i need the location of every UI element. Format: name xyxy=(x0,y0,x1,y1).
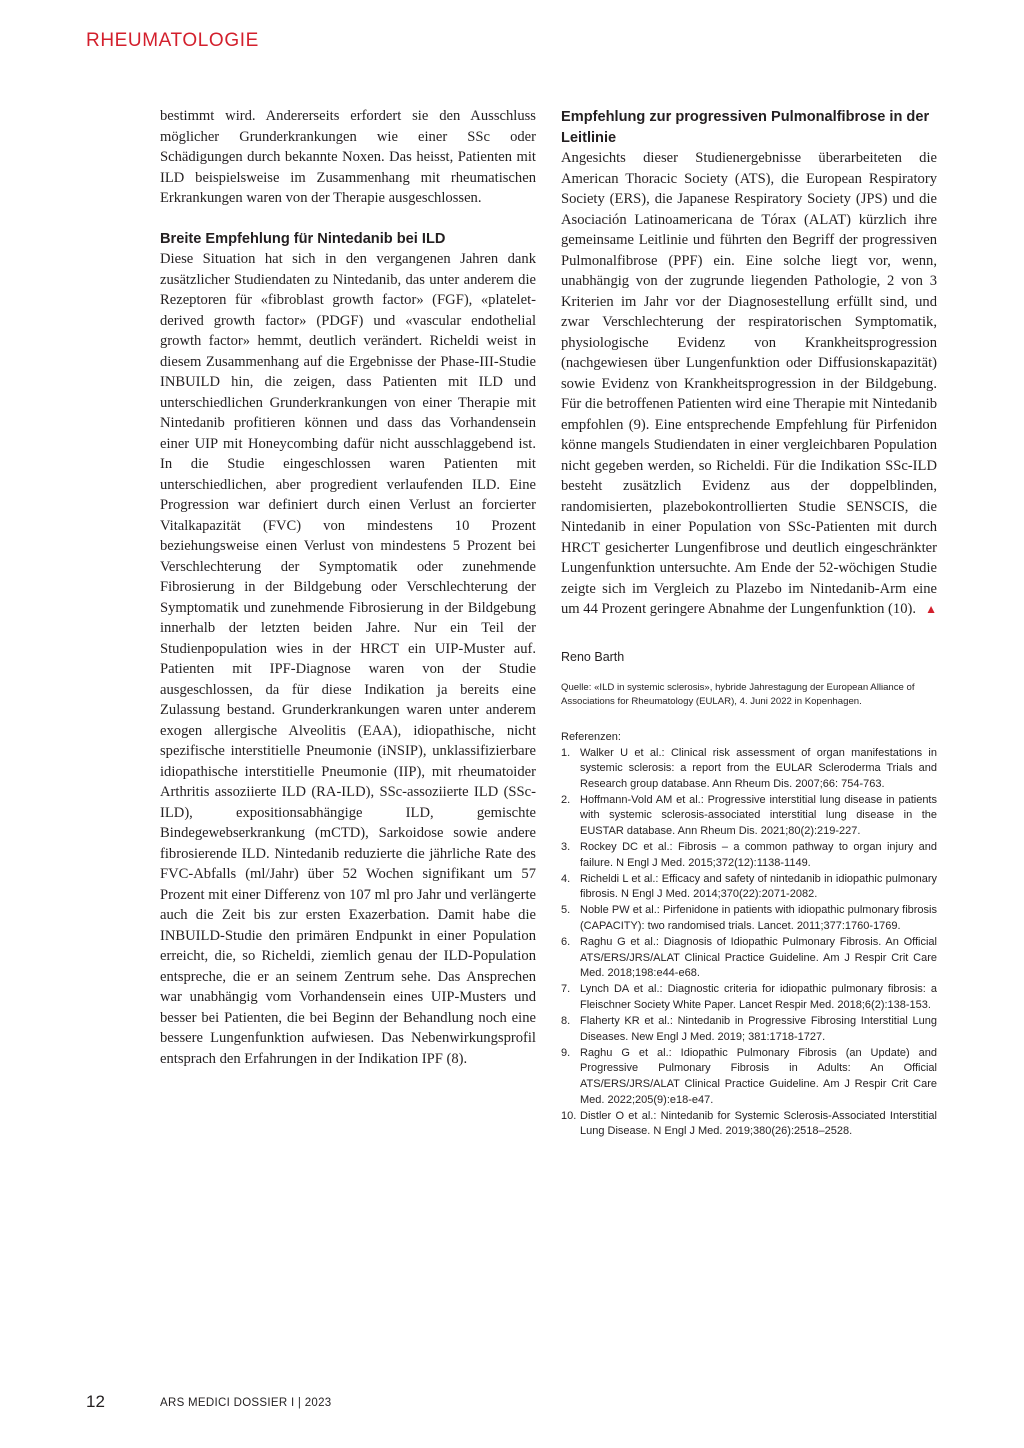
references-list xyxy=(561,746,937,1140)
end-of-article-triangle-icon: ▲ xyxy=(925,602,937,616)
reference-text: Raghu G et al.: Diagnosis of Idiopathic Pulmonary Fibrosis. An Official ATS/ERS/JRS/ALAT Clinical Practice Guideline. Am J Respir Crit Care Med. 2018;198:e44-e68. xyxy=(580,936,937,980)
reference-item xyxy=(561,1109,937,1140)
author-name: Reno Barth xyxy=(561,649,625,664)
reference-number: 9. xyxy=(561,1046,571,1059)
reference-item xyxy=(561,903,937,934)
reference-item xyxy=(561,746,937,793)
reference-text: Walker U et al.: Clinical risk assessment of organ manifestations in systemic sclerosis: a report from the EULAR Scleroderma Trials and Research group database. Ann Rheum Dis. 2007;66: 754-763. xyxy=(580,746,937,790)
body-paragraph: Diese Situation hat sich in den vergangenen Jahren dank zusätzlicher Studiendaten zu Nintedanib, das unter anderem die Rezeptoren für «fibroblast growth factor» (FGF), «platelet-derived growth factor» (PDGF) und «vascular endothelial growth factor» hemmt, deutlich verändert. Richeldi weist in diesem Zusammenhang auf die Ergebnisse der Phase-III-Studie INBUILD hin, die zeigen, dass Patienten mit ILD und unterschiedlichen Grunderkrankungen von einer Therapie mit Nintedanib profitieren können und dass das Vorhandensein einer UIP mit Honeycombing dafür nicht ausschlaggebend ist. In die Studie eingeschlossen waren Patienten mit unterschiedlichen, aber progredient verlaufenden ILD. Eine Progression war definiert durch einen Verlust an forcierter Vitalkapazität (FVC) von mindestens 10 Prozent beziehungsweise einen Verlust von mindestens 5 Prozent bei Verschlechterung der Symptomatik oder zunehmende Fibrosierung in der Bildgebung oder Verschlechterung der Symptomatik und zunehmende Fibrosierung in der Bildgebung innerhalb der letzten beiden Jahre. Nur ein Teil der Studienpopulation wies in der HRCT ein UIP-Muster auf. Patienten mit IPF-Diagnose waren von der Studie ausgeschlossen, da für diese Indikation ja bereits eine Zulassung bestand. Grunderkrankungen waren unter anderem exogen allergische Alveolitis (EAA), idiopathische, nicht spezifische interstitielle Pneumonie (iNSIP), unklassifizierbare idiopathische interstitielle Pneumonie (IIP), mit rheumatoider Arthritis assoziierte ILD (RA-ILD), SSc-assoziierte ILD (SSc-ILD), expositionsabhängige ILD, gemischte Bindegewebserkrankung (mCTD), Sarkoidose sowie andere fibrosierende ILD. Nintedanib reduzierte die jährliche Rate des FVC-Abfalls (ml/Jahr) über 52 Wochen signifikant um 57 Prozent mit einer Differenz von 107 ml pro Jahr und verlängerte auch die Zeit bis zur ersten Exazerbation. Damit habe die INBUILD-Studie den primären Endpunkt in einer Population erreicht, die, so Richeldi, ziemlich genau der ILD-Population entspreche, die er an seinem Zentrum sehe. Das Ansprechen war unabhängig vom Vorhandensein eines UIP-Musters und besser bei Patienten, die bei Beginn der Behandlung noch eine bessere Lungenfunktion aufwiesen. Das Nebenwirkungsprofil entsprach den Erfahrungen in der Indikation IPF (8). xyxy=(160,251,536,1067)
reference-text: Flaherty KR et al.: Nintedanib in Progressive Fibrosing Interstitial Lung Diseases. New Engl J Med. 2019; 381:1718-1727. xyxy=(580,1015,937,1043)
reference-item xyxy=(561,793,937,840)
reference-item xyxy=(561,1014,937,1045)
reference-item xyxy=(561,840,937,871)
section-header: RHEUMATOLOGIE xyxy=(86,30,259,51)
reference-text: Hoffmann-Vold AM et al.: Progressive interstitial lung disease in patients with systemic sclerosis-associated interstitial lung disease in the EUSTAR database. Ann Rheum Dis. 2021;80(2):219-227. xyxy=(580,793,937,837)
references-title: Referenzen: xyxy=(561,730,621,743)
reference-text: Noble PW et al.: Pirfenidone in patients with idiopathic pulmonary fibrosis (CAPACITY): two randomised trials. Lancet. 2011;377:1760-1769. xyxy=(580,904,937,933)
reference-item xyxy=(561,872,937,903)
reference-number: 6. xyxy=(561,936,571,949)
section-heading-nintedanib: Breite Empfehlung für Nintedanib bei ILD xyxy=(160,230,446,247)
body-paragraph-ppf xyxy=(561,148,937,620)
reference-number: 8. xyxy=(561,1015,571,1028)
reference-number: 3. xyxy=(561,841,571,854)
reference-text: Richeldi L et al.: Efficacy and safety of nintedanib in idiopathic pulmonary fibrosis. N Engl J Med. 2014;370(22):2071-2082. xyxy=(580,872,937,901)
section-heading-ppf: Empfehlung zur progressiven Pulmonalfibrose in der Leitlinie xyxy=(561,109,930,146)
reference-number: 2. xyxy=(561,793,571,806)
journal-name: ARS MEDICI DOSSIER I | 2023 xyxy=(160,1397,332,1409)
reference-item xyxy=(561,982,937,1013)
page-number: 12 xyxy=(86,1392,105,1411)
paragraph-text: Angesichts dieser Studienergebnisse überarbeiteten die American Thoracic Society (ATS), die European Respiratory Society (ERS), die Japanese Respiratory Society (JPS) und die Asociación Latinoamericana de Tórax (ALAT) kürzlich ihre gemeinsame Leitlinie und führten den Begriff der progressiven Pulmonalfibrose (PPF) ein. Eine solche liegt vor, wenn, unabhängig von der zugrunde liegenden Pathologie, 2 von 3 Kriterien im Jahr vor der Diagnosestellung erfüllt sind, und zwar Verschlechterung der respiratorischen Symptomatik, physiologische Evidenz von Krankheitsprogression (nachgewiesen über Lungenfunktion oder Diffusionskapazität) sowie Evidenz von Krankheitsprogression in der Bildgebung. Für die betroffenen Patienten wird eine Therapie mit Nintedanib empfohlen (9). Eine entsprechende Empfehlung für Pirfenidon könne mangels Studiendaten in einer vergleichbaren Population nicht gegeben werden, so Richeldi. Für die Indikation SSc-ILD besteht zusätzlich Evidenz aus der doppelblinden, randomisierten, plazebokontrollierten Studie SENSCIS, die Nintedanib in einer Population von SSc-Patienten mit durch HRCT gesicherter Lungenfibrose und deutlich eingeschränkter Lungenfunktion untersuchte. Am Ende der 52-wöchigen Studie zeigte sich im Vergleich zu Plazebo im Nintedanib-Arm eine um 44 Prozent geringere Abnahme der Lungenfunktion (10). xyxy=(561,150,937,617)
right-column xyxy=(561,106,937,1140)
reference-number: 5. xyxy=(561,904,571,917)
reference-number: 7. xyxy=(561,983,571,996)
reference-text: Rockey DC et al.: Fibrosis – a common pathway to organ injury and failure. N Engl J Med. 2015;372(12):1138-1149. xyxy=(580,841,937,869)
reference-number: 10. xyxy=(561,1109,577,1122)
reference-number: 4. xyxy=(561,872,571,885)
reference-text: Raghu G et al.: Idiopathic Pulmonary Fibrosis (an Update) and Progressive Pulmonary Fibrosis in Adults: An Official ATS/ERS/JRS/ALAT Clinical Practice Guideline. Am J Respir Crit Care Med. 2022;205(9):e18-e47. xyxy=(580,1046,937,1106)
reference-item xyxy=(561,1046,937,1108)
reference-text: Distler O et al.: Nintedanib for Systemic Sclerosis-Associated Interstitial Lung Disease. N Engl J Med. 2019;380(26):2518–2528. xyxy=(580,1109,937,1138)
left-column xyxy=(160,106,536,1069)
source-note: Quelle: «ILD in systemic sclerosis», hybride Jahrestagung der European Alliance of Associations for Rheumatology (EULAR), 4. Juni 2022 in Kopenhagen. xyxy=(561,681,915,707)
reference-number: 1. xyxy=(561,746,571,759)
reference-text: Lynch DA et al.: Diagnostic criteria for idiopathic pulmonary fibrosis: a Fleischner Society White Paper. Lancet Respir Med. 2018;6(2):138-153. xyxy=(580,983,937,1011)
reference-item xyxy=(561,935,937,982)
intro-paragraph: bestimmt wird. Andererseits erfordert sie den Ausschluss möglicher Grunderkrankungen wie einer SSc oder Schädigungen durch bekannte Noxen. Das heisst, Patienten mit ILD beispielsweise im Zusammenhang mit rheumatischen Erkrankungen waren von der Therapie ausgeschlossen. xyxy=(160,108,536,206)
